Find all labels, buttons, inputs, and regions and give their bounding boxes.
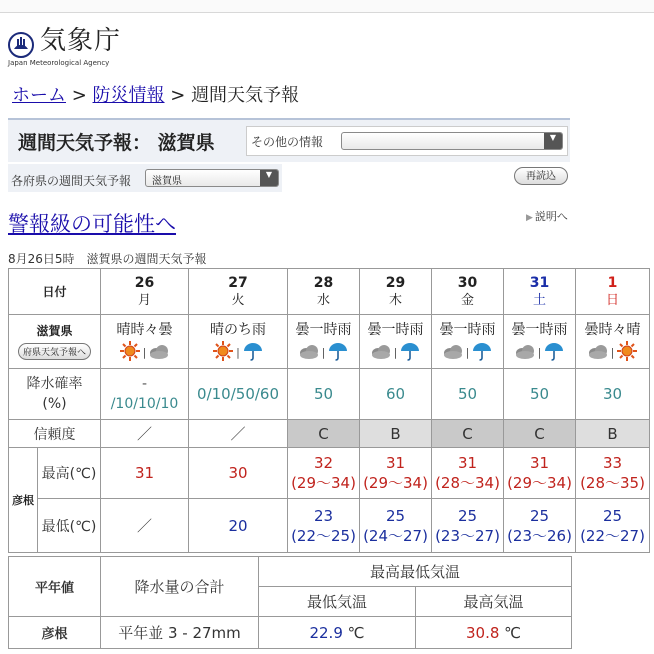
date-cell-5: 31 土 [504, 269, 576, 315]
weather-cell-6: 曇時々晴 | [576, 315, 650, 369]
reliability-cell-1: ／ [189, 420, 288, 448]
normals-max: 30.8 ℃ [416, 617, 572, 649]
weather-cell-2: 曇一時雨 | [288, 315, 360, 369]
min-cell-4: 25 (23〜27) [432, 499, 504, 553]
station-name: 彦根 [9, 448, 38, 553]
date-header: 日付 [9, 269, 101, 315]
reliability-cell-3: B [360, 420, 432, 448]
prefecture-bar [8, 164, 282, 192]
min-cell-3: 25 (24〜27) [360, 499, 432, 553]
cloud-icon [514, 341, 536, 365]
pop-row [9, 369, 650, 420]
other-info-box [246, 126, 568, 156]
weather-icons [504, 343, 575, 363]
precip-header: 降水量の合計 [101, 557, 259, 617]
weather-icons [189, 343, 287, 363]
date-cell-1: 27 火 [189, 269, 288, 315]
pop-cell-0: - /10/10/10 [101, 369, 189, 420]
weather-cell-4: 曇一時雨 | [432, 315, 504, 369]
breadcrumb [12, 84, 299, 108]
top-browser-strip [0, 0, 654, 13]
temp-header: 最高最低気温 [259, 557, 572, 587]
cloud-icon [442, 341, 464, 365]
min-temp-row [9, 499, 650, 553]
cloud-icon [148, 341, 170, 365]
pop-cell-3: 60 [360, 369, 432, 420]
pop-cell-5: 50 [504, 369, 576, 420]
prefecture-select-value: 滋賀県 [152, 176, 182, 187]
date-cell-2: 28 水 [288, 269, 360, 315]
min-cell-6: 25 (22〜27) [576, 499, 650, 553]
weather-cell-3: 曇一時雨 | [360, 315, 432, 369]
pop-cell-6: 30 [576, 369, 650, 420]
date-cell-4: 30 金 [432, 269, 504, 315]
date-cell-3: 29 木 [360, 269, 432, 315]
max-cell-2: 32 (29〜34) [288, 448, 360, 499]
min-temp-header: 最低気温 [259, 587, 416, 617]
sun-icon [616, 341, 638, 365]
reload-button[interactable]: 再読込 [514, 167, 568, 185]
cloud-icon [370, 341, 392, 365]
min-cell-0: ／ [101, 499, 189, 553]
normals-table [8, 556, 572, 649]
pop-cell-2: 50 [288, 369, 360, 420]
cloud-icon [587, 341, 609, 365]
date-cell-0: 26 月 [101, 269, 189, 315]
normals-station: 彦根 [9, 617, 101, 649]
icon-separator: | [236, 346, 240, 359]
date-row [9, 269, 650, 315]
max-temp-header: 最高気温 [416, 587, 572, 617]
icon-separator: | [610, 346, 615, 359]
reliability-cell-2: C [288, 420, 360, 448]
region-cell [9, 315, 101, 369]
normals-precip: 平年並 3 - 27mm [101, 617, 259, 649]
weather-icons [432, 343, 503, 363]
min-temp-label: 最低(℃) [38, 499, 101, 553]
other-info-select[interactable] [341, 132, 563, 150]
max-temp-label: 最高(℃) [38, 448, 101, 499]
pop-cell-4: 50 [432, 369, 504, 420]
normals-min: 22.9 ℃ [259, 617, 416, 649]
reliability-row [9, 420, 650, 448]
title-bar [8, 118, 570, 162]
breadcrumb-home-link[interactable]: ホーム [12, 85, 66, 106]
umbrella-icon [327, 341, 349, 365]
pref-forecast-button[interactable]: 府県天気予報へ [18, 343, 91, 360]
min-cell-1: 20 [189, 499, 288, 553]
weather-icons [360, 343, 431, 363]
breadcrumb-current: 週間天気予報 [191, 85, 300, 106]
max-cell-3: 31 (29〜34) [360, 448, 432, 499]
normals-header: 平年値 [9, 557, 101, 617]
umbrella-icon [242, 341, 264, 365]
icon-separator: | [465, 346, 470, 359]
cloud-icon [298, 341, 320, 365]
max-cell-0: 31 [101, 448, 189, 499]
jma-logo[interactable] [8, 26, 148, 70]
icon-separator: | [142, 346, 147, 359]
reliability-cell-0: ／ [101, 420, 189, 448]
weather-icons [576, 343, 649, 363]
max-cell-1: 30 [189, 448, 288, 499]
page-title: 週間天気予報： 滋賀県 [18, 132, 215, 154]
region-name: 滋賀県 [36, 324, 73, 338]
weather-icons [288, 343, 359, 363]
reliability-cell-5: C [504, 420, 576, 448]
explain-link[interactable]: ▶ 説明へ [526, 210, 568, 223]
weather-icons [101, 343, 188, 363]
weather-cell-5: 曇一時雨 | [504, 315, 576, 369]
prefecture-select[interactable] [145, 169, 279, 187]
weather-cell-1: 晴のち雨 | [189, 315, 288, 369]
reliability-cell-6: B [576, 420, 650, 448]
other-info-label: その他の情報 [251, 135, 324, 149]
sun-icon [119, 341, 141, 365]
max-cell-6: 33 (28〜35) [576, 448, 650, 499]
icon-separator: | [321, 346, 326, 359]
chevron-down-icon: ▼ [544, 133, 562, 149]
warning-level-link[interactable]: 警報級の可能性へ [8, 212, 176, 236]
breadcrumb-separator: > [66, 85, 93, 106]
triangle-right-icon: ▶ [526, 213, 533, 223]
logo-text-en: Japan Meteorological Agency [8, 59, 110, 67]
max-cell-5: 31 (29〜34) [504, 448, 576, 499]
sun-icon [212, 341, 234, 365]
min-cell-5: 25 (23〜26) [504, 499, 576, 553]
prefecture-select-label: 各府県の週間天気予報 [11, 174, 132, 188]
breadcrumb-separator: > [164, 85, 192, 106]
icon-separator: | [393, 346, 398, 359]
umbrella-icon [471, 341, 493, 365]
weather-row [9, 315, 650, 369]
max-cell-4: 31 (28〜34) [432, 448, 504, 499]
logo-text-jp: 気象庁 [40, 26, 122, 56]
max-temp-row [9, 448, 650, 499]
reliability-cell-4: C [432, 420, 504, 448]
umbrella-icon [543, 341, 565, 365]
breadcrumb-disaster-link[interactable]: 防災情報 [92, 85, 165, 106]
weekly-forecast-table [8, 268, 650, 553]
jma-emblem-icon [8, 32, 34, 58]
icon-separator: | [537, 346, 542, 359]
pop-label-cell: 降水確率 (%) [9, 369, 101, 420]
date-cell-6: 1 日 [576, 269, 650, 315]
pop-cell-1: 0/10/50/60 [189, 369, 288, 420]
min-cell-2: 23 (22〜25) [288, 499, 360, 553]
chevron-down-icon: ▼ [260, 170, 278, 186]
issued-time: 8月26日5時 滋賀県の週間天気予報 [8, 252, 207, 266]
umbrella-icon [399, 341, 421, 365]
reliability-label: 信頼度 [9, 420, 101, 448]
weather-cell-0: 晴時々曇 | [101, 315, 189, 369]
